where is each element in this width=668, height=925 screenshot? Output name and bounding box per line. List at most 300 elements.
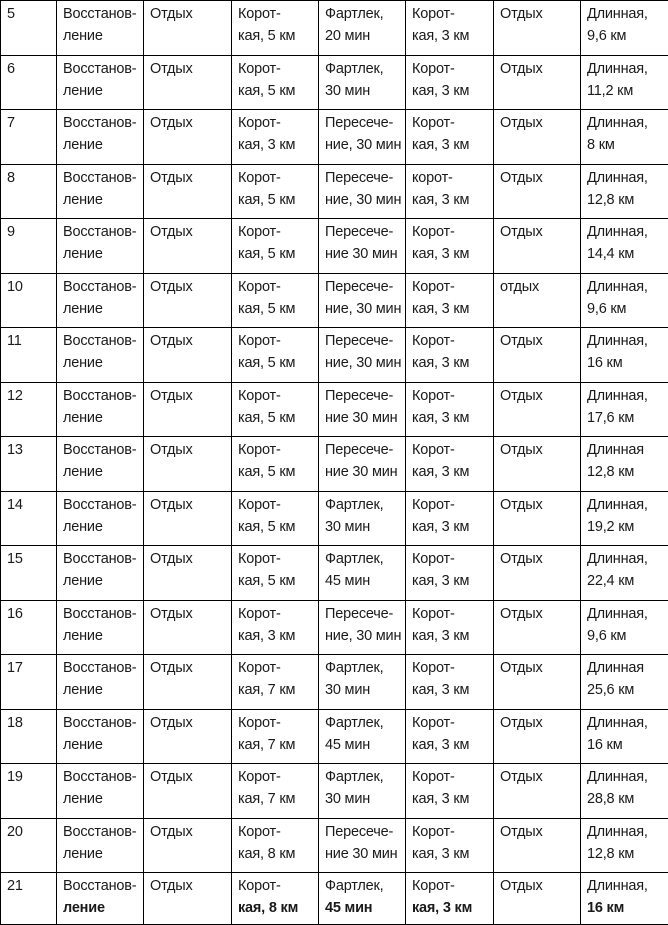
cell-day-7-long-run xyxy=(581,709,668,764)
cell-text-line: Восстанов- xyxy=(63,603,143,625)
table-row xyxy=(1,110,668,165)
cell-week-number xyxy=(1,273,57,328)
cell-text-line: Отдых xyxy=(500,603,580,625)
cell-day-2-rest xyxy=(144,219,232,274)
cell-day-3-short-run xyxy=(232,764,319,819)
cell-day-3-short-run xyxy=(232,273,319,328)
cell-text-line: ление xyxy=(63,897,143,919)
cell-day-7-long-run xyxy=(581,164,668,219)
cell-text-line: ние 30 мин xyxy=(325,407,405,429)
cell-text-line: кая, 3 км xyxy=(412,189,493,211)
cell-text-line: Отдых xyxy=(500,385,580,407)
cell-text-line: Корот- xyxy=(412,875,493,897)
cell-text-line: 16 xyxy=(7,603,56,625)
cell-text-line: Отдых xyxy=(500,875,580,897)
cell-text-line: ление xyxy=(63,788,143,810)
cell-day-7-long-run xyxy=(581,273,668,328)
cell-day-5-short-run xyxy=(406,1,494,56)
cell-text-line: 20 xyxy=(7,821,56,843)
cell-text-line: кая, 3 км xyxy=(412,843,493,865)
cell-day-2-rest xyxy=(144,546,232,601)
cell-day-1-recovery xyxy=(57,600,144,655)
cell-text-line: 9,6 км xyxy=(587,25,668,47)
cell-text-line: ление xyxy=(63,80,143,102)
cell-day-5-short-run xyxy=(406,382,494,437)
cell-week-number xyxy=(1,600,57,655)
cell-text-line: 25,6 км xyxy=(587,679,668,701)
cell-day-6-rest xyxy=(494,219,581,274)
cell-text-line: Длинная xyxy=(587,439,668,461)
cell-text-line: кая, 3 км xyxy=(412,570,493,592)
cell-day-4-workout xyxy=(319,55,406,110)
cell-text-line: ние, 30 мин xyxy=(325,352,405,374)
cell-text-line: 16 км xyxy=(587,352,668,374)
cell-day-3-short-run xyxy=(232,600,319,655)
cell-text-line: Отдых xyxy=(500,712,580,734)
cell-text-line: 28,8 км xyxy=(587,788,668,810)
cell-day-4-workout xyxy=(319,655,406,710)
cell-text-line: ление xyxy=(63,25,143,47)
cell-text-line: корот- xyxy=(412,167,493,189)
cell-day-6-rest xyxy=(494,437,581,492)
cell-text-line: Пересече- xyxy=(325,276,405,298)
cell-day-5-short-run xyxy=(406,655,494,710)
table-row xyxy=(1,709,668,764)
cell-text-line: кая, 3 км xyxy=(412,788,493,810)
cell-text-line: Отдых xyxy=(500,657,580,679)
cell-text-line: Длинная, xyxy=(587,712,668,734)
cell-text-line: Пересече- xyxy=(325,330,405,352)
cell-text-line: Отдых xyxy=(500,112,580,134)
cell-text-line: Фартлек, xyxy=(325,494,405,516)
cell-text-line: Корот- xyxy=(412,58,493,80)
cell-text-line: Длинная xyxy=(587,657,668,679)
cell-text-line: Фартлек, xyxy=(325,657,405,679)
cell-text-line: Восстанов- xyxy=(63,112,143,134)
cell-day-4-workout xyxy=(319,818,406,873)
cell-text-line: 9 xyxy=(7,221,56,243)
cell-text-line: Пересече- xyxy=(325,167,405,189)
cell-text-line: кая, 3 км xyxy=(412,134,493,156)
cell-text-line: Восстанов- xyxy=(63,712,143,734)
cell-text-line: Восстанов- xyxy=(63,385,143,407)
cell-day-2-rest xyxy=(144,110,232,165)
cell-text-line: Длинная, xyxy=(587,3,668,25)
cell-text-line: 16 км xyxy=(587,897,668,919)
cell-day-3-short-run xyxy=(232,382,319,437)
cell-day-6-rest xyxy=(494,873,581,925)
cell-week-number xyxy=(1,1,57,56)
cell-text-line: 45 мин xyxy=(325,897,405,919)
cell-text-line: Отдых xyxy=(150,3,231,25)
cell-day-4-workout xyxy=(319,764,406,819)
cell-text-line: кая, 3 км xyxy=(412,298,493,320)
cell-text-line: Отдых xyxy=(500,821,580,843)
cell-text-line: 9,6 км xyxy=(587,625,668,647)
cell-text-line: Корот- xyxy=(412,330,493,352)
cell-day-1-recovery xyxy=(57,491,144,546)
cell-text-line: Фартлек, xyxy=(325,766,405,788)
cell-text-line: Восстанов- xyxy=(63,548,143,570)
cell-day-4-workout xyxy=(319,1,406,56)
cell-text-line: Восстанов- xyxy=(63,330,143,352)
cell-day-7-long-run xyxy=(581,491,668,546)
cell-text-line: Корот- xyxy=(412,276,493,298)
cell-text-line: Отдых xyxy=(150,221,231,243)
cell-text-line: Пересече- xyxy=(325,603,405,625)
cell-text-line: Отдых xyxy=(500,439,580,461)
cell-text-line: Корот- xyxy=(238,330,318,352)
cell-text-line: Корот- xyxy=(412,112,493,134)
cell-day-2-rest xyxy=(144,328,232,383)
cell-text-line: кая, 5 км xyxy=(238,352,318,374)
cell-text-line: кая, 3 км xyxy=(412,407,493,429)
cell-text-line: Пересече- xyxy=(325,821,405,843)
cell-text-line: Корот- xyxy=(412,657,493,679)
cell-day-1-recovery xyxy=(57,655,144,710)
cell-day-5-short-run xyxy=(406,55,494,110)
cell-text-line: 11,2 км xyxy=(587,80,668,102)
cell-text-line: Корот- xyxy=(412,603,493,625)
cell-day-3-short-run xyxy=(232,491,319,546)
cell-text-line: ние 30 мин xyxy=(325,243,405,265)
cell-day-7-long-run xyxy=(581,328,668,383)
cell-day-2-rest xyxy=(144,1,232,56)
cell-day-6-rest xyxy=(494,655,581,710)
cell-text-line: Корот- xyxy=(238,603,318,625)
cell-text-line: 17,6 км xyxy=(587,407,668,429)
cell-day-6-rest xyxy=(494,273,581,328)
cell-text-line: Корот- xyxy=(238,3,318,25)
cell-day-2-rest xyxy=(144,437,232,492)
table-row xyxy=(1,873,668,925)
cell-text-line: кая, 5 км xyxy=(238,25,318,47)
cell-text-line: 45 мин xyxy=(325,734,405,756)
cell-text-line: 22,4 км xyxy=(587,570,668,592)
cell-week-number xyxy=(1,655,57,710)
cell-day-3-short-run xyxy=(232,328,319,383)
cell-text-line: Пересече- xyxy=(325,439,405,461)
cell-day-1-recovery xyxy=(57,546,144,601)
table-row xyxy=(1,437,668,492)
cell-text-line: Длинная, xyxy=(587,112,668,134)
cell-day-1-recovery xyxy=(57,164,144,219)
cell-text-line: Длинная, xyxy=(587,330,668,352)
cell-week-number xyxy=(1,219,57,274)
cell-text-line: Отдых xyxy=(150,657,231,679)
cell-day-7-long-run xyxy=(581,764,668,819)
cell-text-line: Длинная, xyxy=(587,875,668,897)
cell-text-line: Восстанов- xyxy=(63,3,143,25)
cell-text-line: ние, 30 мин xyxy=(325,298,405,320)
cell-text-line: ление xyxy=(63,570,143,592)
cell-text-line: Отдых xyxy=(150,603,231,625)
cell-text-line: 10 xyxy=(7,276,56,298)
cell-week-number xyxy=(1,818,57,873)
cell-text-line: Отдых xyxy=(500,58,580,80)
cell-text-line: 13 xyxy=(7,439,56,461)
cell-day-2-rest xyxy=(144,709,232,764)
cell-day-6-rest xyxy=(494,764,581,819)
cell-text-line: Восстанов- xyxy=(63,167,143,189)
cell-text-line: Корот- xyxy=(238,276,318,298)
cell-text-line: Корот- xyxy=(238,439,318,461)
cell-day-5-short-run xyxy=(406,328,494,383)
cell-day-5-short-run xyxy=(406,764,494,819)
table-row xyxy=(1,1,668,56)
cell-text-line: кая, 3 км xyxy=(412,734,493,756)
cell-text-line: Пересече- xyxy=(325,221,405,243)
cell-text-line: 14,4 км xyxy=(587,243,668,265)
cell-text-line: Восстанов- xyxy=(63,494,143,516)
cell-day-7-long-run xyxy=(581,546,668,601)
cell-text-line: ление xyxy=(63,407,143,429)
cell-day-5-short-run xyxy=(406,873,494,925)
cell-text-line: 21 xyxy=(7,875,56,897)
cell-day-6-rest xyxy=(494,55,581,110)
cell-day-7-long-run xyxy=(581,437,668,492)
cell-text-line: отдых xyxy=(500,276,580,298)
cell-text-line: Корот- xyxy=(412,3,493,25)
cell-text-line: ление xyxy=(63,243,143,265)
cell-day-6-rest xyxy=(494,1,581,56)
cell-day-6-rest xyxy=(494,600,581,655)
cell-text-line: кая, 3 км xyxy=(412,352,493,374)
cell-week-number xyxy=(1,873,57,925)
cell-text-line: Отдых xyxy=(150,385,231,407)
cell-text-line: 6 xyxy=(7,58,56,80)
cell-text-line: Отдых xyxy=(500,3,580,25)
cell-text-line: Корот- xyxy=(412,712,493,734)
cell-text-line: Корот- xyxy=(238,657,318,679)
cell-text-line: Восстанов- xyxy=(63,221,143,243)
cell-text-line: 15 xyxy=(7,548,56,570)
cell-text-line: 5 xyxy=(7,3,56,25)
cell-day-2-rest xyxy=(144,600,232,655)
cell-day-6-rest xyxy=(494,328,581,383)
cell-day-7-long-run xyxy=(581,600,668,655)
cell-text-line: Отдых xyxy=(150,494,231,516)
cell-text-line: ление xyxy=(63,352,143,374)
cell-text-line: кая, 3 км xyxy=(412,25,493,47)
cell-text-line: Корот- xyxy=(412,548,493,570)
cell-day-1-recovery xyxy=(57,818,144,873)
cell-text-line: 20 мин xyxy=(325,25,405,47)
cell-text-line: 12,8 км xyxy=(587,843,668,865)
cell-text-line: Длинная, xyxy=(587,221,668,243)
cell-day-7-long-run xyxy=(581,219,668,274)
cell-text-line: ление xyxy=(63,189,143,211)
cell-week-number xyxy=(1,328,57,383)
cell-text-line: Длинная, xyxy=(587,494,668,516)
cell-day-6-rest xyxy=(494,491,581,546)
cell-text-line: ление xyxy=(63,298,143,320)
cell-day-4-workout xyxy=(319,164,406,219)
cell-day-1-recovery xyxy=(57,437,144,492)
cell-day-3-short-run xyxy=(232,437,319,492)
cell-text-line: кая, 5 км xyxy=(238,461,318,483)
cell-text-line: Отдых xyxy=(500,167,580,189)
cell-text-line: Длинная, xyxy=(587,58,668,80)
cell-day-3-short-run xyxy=(232,818,319,873)
table-row xyxy=(1,600,668,655)
cell-week-number xyxy=(1,55,57,110)
cell-text-line: Отдых xyxy=(150,330,231,352)
cell-text-line: Отдых xyxy=(150,439,231,461)
cell-day-3-short-run xyxy=(232,164,319,219)
cell-text-line: Фартлек, xyxy=(325,548,405,570)
cell-text-line: Фартлек, xyxy=(325,712,405,734)
cell-text-line: ление xyxy=(63,625,143,647)
cell-text-line: 8 км xyxy=(587,134,668,156)
cell-text-line: Отдых xyxy=(150,712,231,734)
cell-text-line: Отдых xyxy=(150,821,231,843)
cell-text-line: 8 xyxy=(7,167,56,189)
cell-day-6-rest xyxy=(494,382,581,437)
cell-text-line: 18 xyxy=(7,712,56,734)
cell-text-line: ление xyxy=(63,461,143,483)
cell-text-line: кая, 3 км xyxy=(238,625,318,647)
cell-day-1-recovery xyxy=(57,1,144,56)
cell-text-line: Корот- xyxy=(238,766,318,788)
training-plan-body xyxy=(1,1,668,925)
cell-day-4-workout xyxy=(319,546,406,601)
cell-text-line: 17 xyxy=(7,657,56,679)
cell-text-line: 9,6 км xyxy=(587,298,668,320)
cell-day-5-short-run xyxy=(406,110,494,165)
cell-day-7-long-run xyxy=(581,110,668,165)
cell-text-line: кая, 7 км xyxy=(238,788,318,810)
cell-text-line: ление xyxy=(63,843,143,865)
cell-day-5-short-run xyxy=(406,709,494,764)
cell-text-line: 16 км xyxy=(587,734,668,756)
cell-text-line: кая, 3 км xyxy=(412,461,493,483)
cell-text-line: кая, 3 км xyxy=(412,625,493,647)
cell-text-line: Корот- xyxy=(412,766,493,788)
cell-text-line: 30 мин xyxy=(325,788,405,810)
cell-text-line: Отдых xyxy=(150,58,231,80)
cell-day-6-rest xyxy=(494,818,581,873)
cell-text-line: кая, 5 км xyxy=(238,243,318,265)
cell-day-3-short-run xyxy=(232,110,319,165)
cell-text-line: Отдых xyxy=(500,494,580,516)
cell-text-line: кая, 3 км xyxy=(412,243,493,265)
cell-day-4-workout xyxy=(319,219,406,274)
cell-day-2-rest xyxy=(144,818,232,873)
cell-text-line: кая, 7 км xyxy=(238,679,318,701)
cell-text-line: кая, 5 км xyxy=(238,80,318,102)
cell-day-6-rest xyxy=(494,164,581,219)
cell-text-line: ние, 30 мин xyxy=(325,625,405,647)
cell-text-line: Корот- xyxy=(412,221,493,243)
cell-day-6-rest xyxy=(494,546,581,601)
cell-text-line: ние 30 мин xyxy=(325,461,405,483)
cell-text-line: Корот- xyxy=(238,548,318,570)
cell-text-line: кая, 5 км xyxy=(238,516,318,538)
cell-text-line: кая, 3 км xyxy=(238,134,318,156)
table-row xyxy=(1,546,668,601)
cell-text-line: 19 xyxy=(7,766,56,788)
cell-text-line: Длинная, xyxy=(587,167,668,189)
cell-text-line: ление xyxy=(63,134,143,156)
cell-day-3-short-run xyxy=(232,1,319,56)
cell-day-4-workout xyxy=(319,110,406,165)
cell-day-7-long-run xyxy=(581,55,668,110)
cell-text-line: 12,8 км xyxy=(587,189,668,211)
cell-text-line: кая, 3 км xyxy=(412,897,493,919)
cell-day-5-short-run xyxy=(406,818,494,873)
cell-day-7-long-run xyxy=(581,655,668,710)
cell-text-line: 14 xyxy=(7,494,56,516)
cell-day-4-workout xyxy=(319,437,406,492)
cell-text-line: Пересече- xyxy=(325,112,405,134)
cell-text-line: Длинная, xyxy=(587,276,668,298)
table-row xyxy=(1,273,668,328)
cell-day-3-short-run xyxy=(232,709,319,764)
cell-day-5-short-run xyxy=(406,600,494,655)
cell-week-number xyxy=(1,437,57,492)
cell-text-line: Корот- xyxy=(412,439,493,461)
cell-text-line: Корот- xyxy=(238,385,318,407)
cell-day-4-workout xyxy=(319,873,406,925)
cell-day-2-rest xyxy=(144,382,232,437)
cell-text-line: 45 мин xyxy=(325,570,405,592)
cell-day-3-short-run xyxy=(232,655,319,710)
cell-text-line: ление xyxy=(63,734,143,756)
table-row xyxy=(1,382,668,437)
cell-text-line: Восстанов- xyxy=(63,276,143,298)
cell-week-number xyxy=(1,164,57,219)
cell-text-line: Фартлек, xyxy=(325,58,405,80)
cell-text-line: Восстанов- xyxy=(63,657,143,679)
cell-day-2-rest xyxy=(144,273,232,328)
cell-text-line: Корот- xyxy=(238,58,318,80)
cell-text-line: Отдых xyxy=(500,330,580,352)
cell-text-line: Отдых xyxy=(150,766,231,788)
cell-text-line: Длинная, xyxy=(587,766,668,788)
cell-day-1-recovery xyxy=(57,764,144,819)
cell-text-line: ление xyxy=(63,516,143,538)
cell-day-1-recovery xyxy=(57,328,144,383)
cell-text-line: Корот- xyxy=(238,112,318,134)
cell-day-2-rest xyxy=(144,55,232,110)
cell-day-5-short-run xyxy=(406,273,494,328)
cell-text-line: Корот- xyxy=(412,494,493,516)
cell-text-line: Восстанов- xyxy=(63,58,143,80)
cell-text-line: кая, 3 км xyxy=(412,80,493,102)
cell-week-number xyxy=(1,382,57,437)
cell-text-line: Корот- xyxy=(238,875,318,897)
cell-text-line: 30 мин xyxy=(325,679,405,701)
cell-text-line: Восстанов- xyxy=(63,821,143,843)
cell-text-line: Корот- xyxy=(238,712,318,734)
cell-day-3-short-run xyxy=(232,55,319,110)
cell-text-line: Отдых xyxy=(500,766,580,788)
cell-day-1-recovery xyxy=(57,273,144,328)
cell-text-line: ление xyxy=(63,679,143,701)
cell-text-line: Отдых xyxy=(500,548,580,570)
cell-day-1-recovery xyxy=(57,382,144,437)
cell-text-line: 30 мин xyxy=(325,80,405,102)
cell-day-4-workout xyxy=(319,328,406,383)
cell-day-4-workout xyxy=(319,600,406,655)
cell-day-1-recovery xyxy=(57,873,144,925)
cell-week-number xyxy=(1,764,57,819)
cell-week-number xyxy=(1,709,57,764)
table-row xyxy=(1,164,668,219)
cell-text-line: Отдых xyxy=(500,221,580,243)
cell-text-line: Длинная, xyxy=(587,385,668,407)
